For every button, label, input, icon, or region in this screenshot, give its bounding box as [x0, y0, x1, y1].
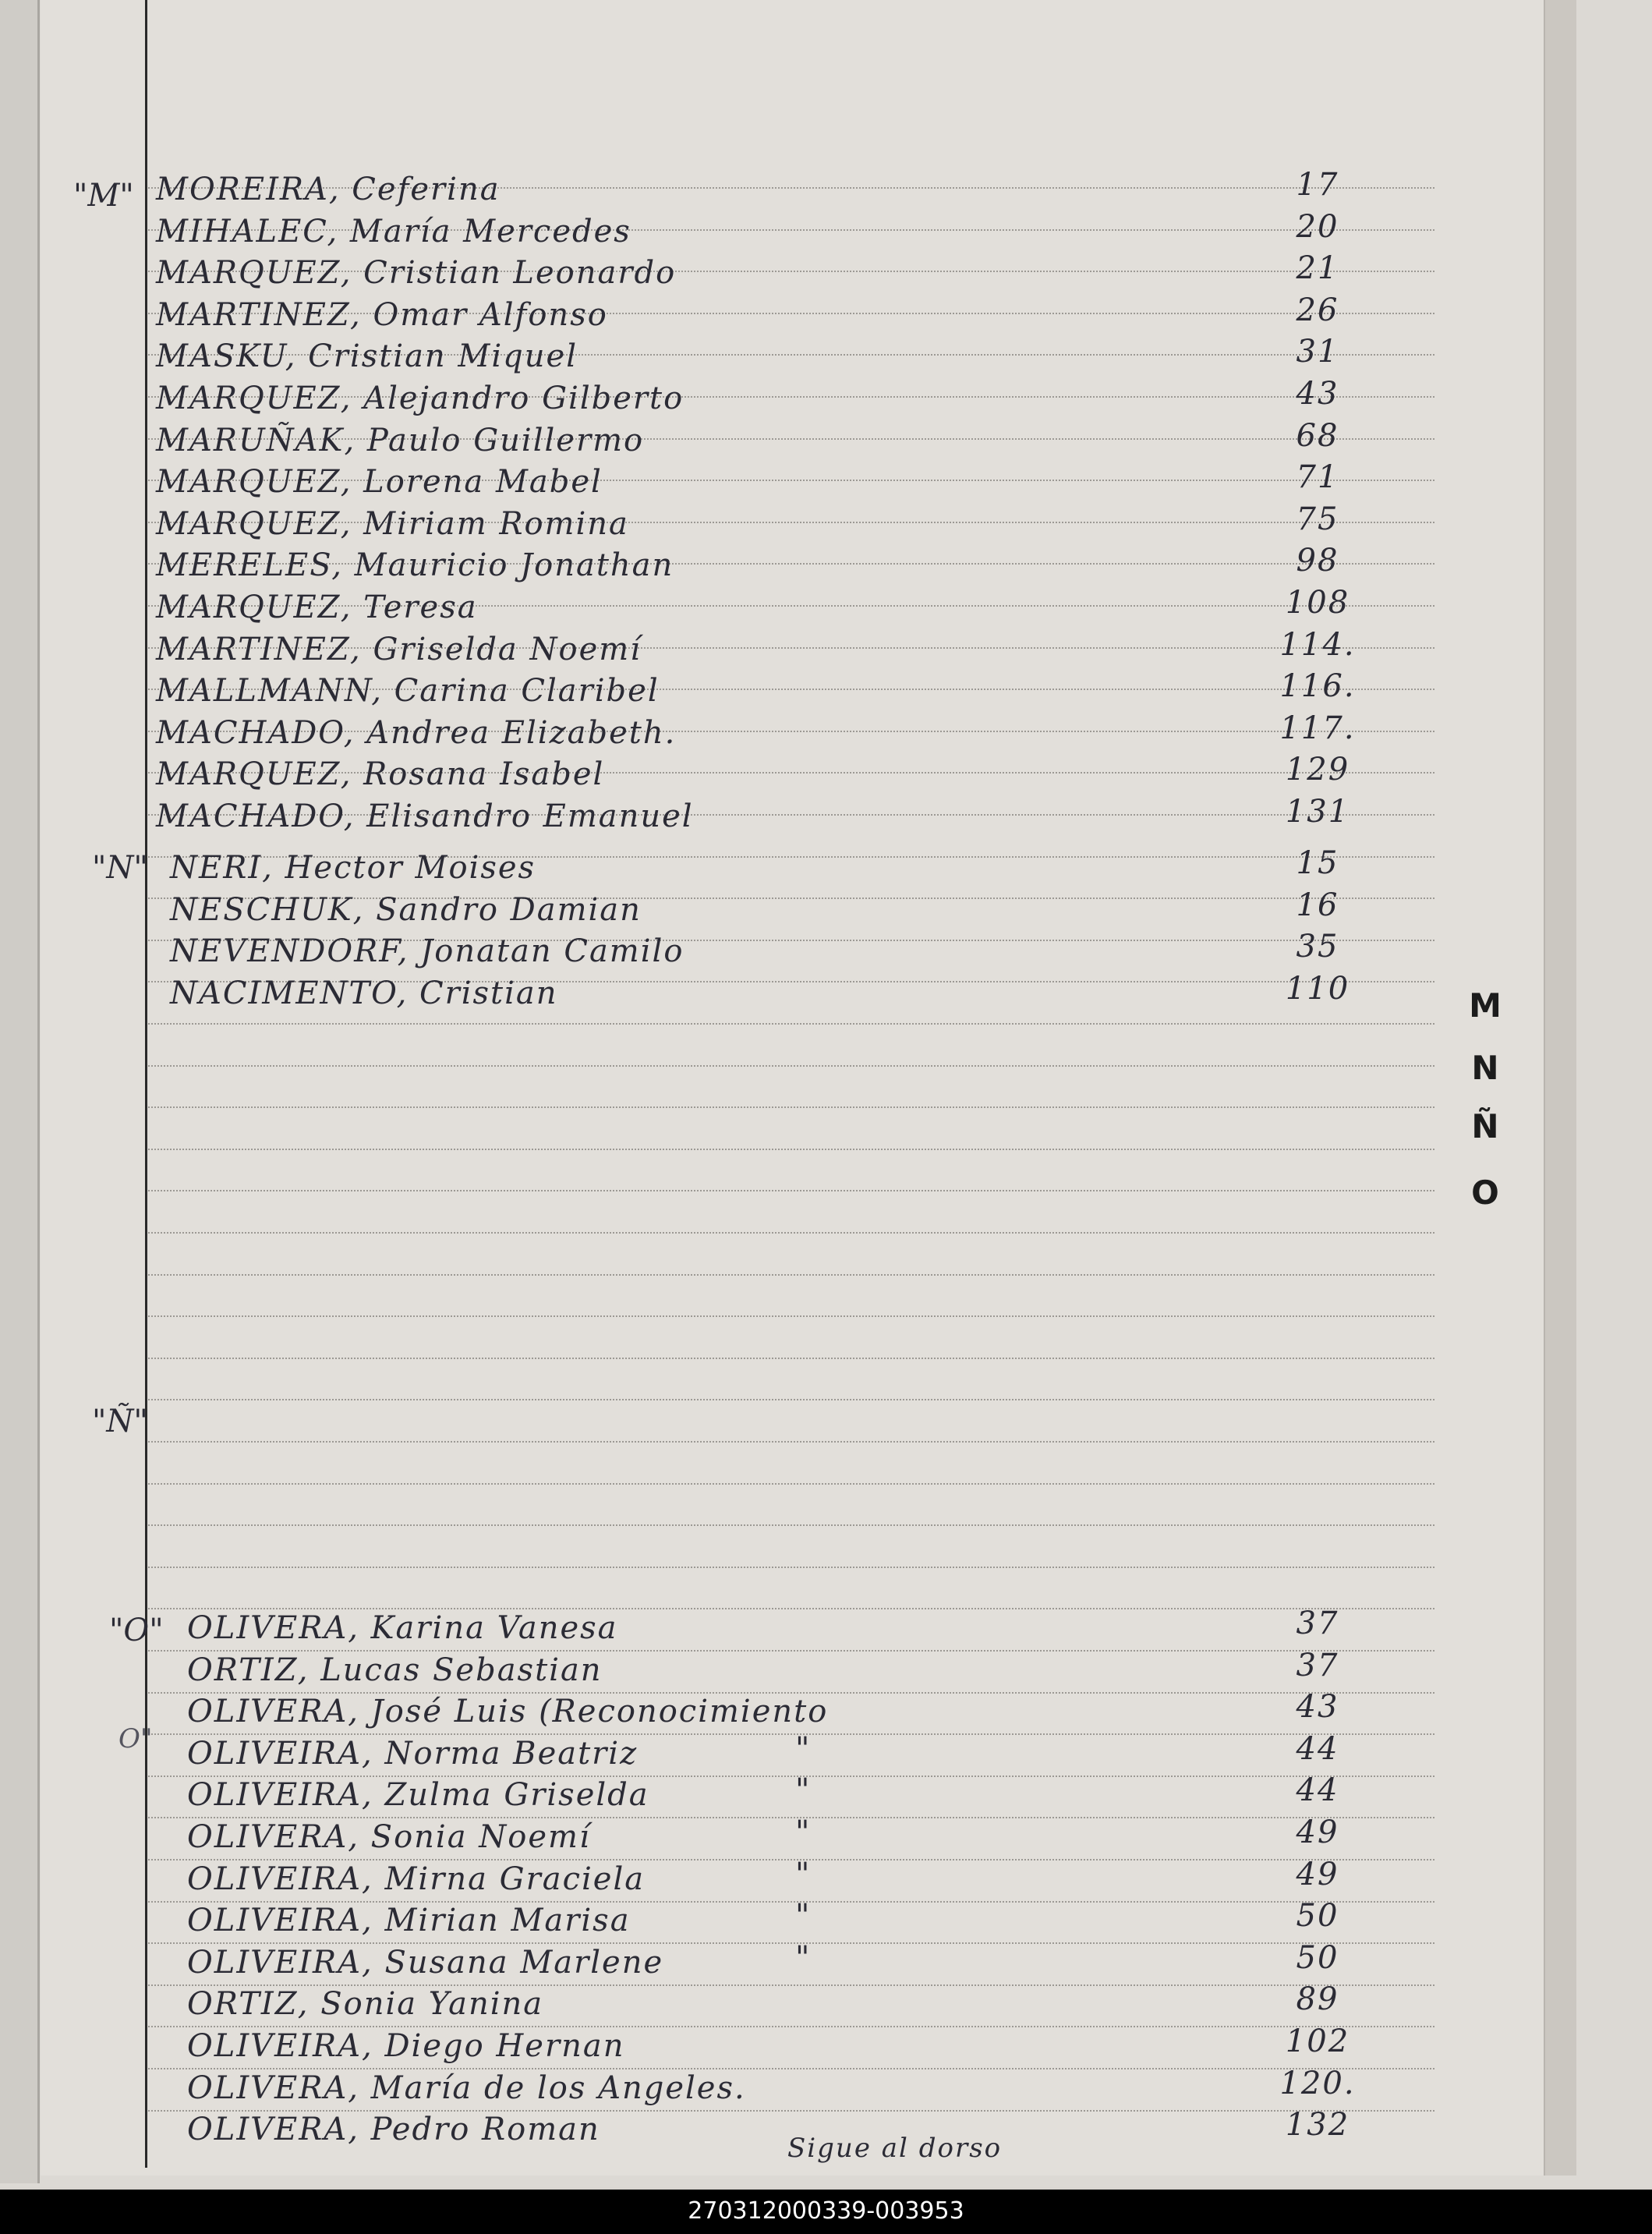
entry-name: OLIVERA, Karina Vanesa: [187, 1610, 618, 1646]
index-entry: [187, 1689, 1512, 1733]
entry-page-number: 71: [1296, 459, 1339, 495]
image-id-bar: [0, 2190, 1652, 2234]
ditto-mark: ": [795, 1772, 812, 1808]
index-entry: [156, 334, 1481, 377]
index-entry: [156, 752, 1481, 795]
entry-name: MARQUEZ, Cristian Leonardo: [156, 255, 677, 291]
entry-name: NERI, Hector Moises: [170, 850, 536, 886]
index-tab-m: M: [1469, 986, 1502, 1025]
index-entry: [170, 929, 1495, 972]
entry-page-number: 16: [1296, 887, 1339, 923]
entry-name: ORTIZ, Lucas Sebastian: [187, 1652, 603, 1688]
entry-page-number: 15: [1296, 845, 1339, 881]
entry-page-number: 21: [1296, 250, 1339, 286]
entry-name: MALLMANN, Carina Claribel: [156, 673, 660, 709]
index-entry: [187, 1857, 1512, 1900]
entry-page-number: 120.: [1279, 2066, 1356, 2101]
entry-page-number: 102: [1285, 2023, 1350, 2059]
index-entry: [187, 1814, 1512, 1858]
ditto-mark: ": [795, 1731, 812, 1767]
index-entry: [156, 668, 1481, 712]
entry-page-number: 35: [1296, 929, 1339, 965]
entry-page-number: 114.: [1279, 627, 1356, 663]
entry-name: OLIVERA, Pedro Roman: [187, 2112, 600, 2147]
entry-name: MACHADO, Andrea Elizabeth.: [156, 715, 677, 751]
entry-name: MARQUEZ, Lorena Mabel: [156, 464, 603, 500]
index-entry: [187, 1648, 1512, 1691]
ditto-mark: ": [795, 1814, 812, 1850]
index-entry: [187, 1731, 1512, 1775]
entry-page-number: 68: [1296, 418, 1339, 454]
entry-name: OLIVEIRA, Zulma Griselda: [187, 1777, 649, 1813]
entry-name: OLIVERA, Sonia Noemí: [187, 1819, 591, 1855]
entry-page-number: 37: [1296, 1648, 1339, 1683]
entry-page-number: 26: [1296, 292, 1339, 328]
section-marker: "N": [92, 850, 148, 886]
ruled-line: [148, 1358, 1434, 1360]
entry-page-number: 37: [1296, 1606, 1339, 1641]
ruled-line: [148, 1399, 1434, 1401]
entry-name: MARTINEZ, Omar Alfonso: [156, 297, 608, 333]
entry-name: OLIVEIRA, Susana Marlene: [187, 1945, 664, 1981]
index-entry: [156, 250, 1481, 294]
previous-page-edge: [0, 0, 40, 2183]
index-entry: [156, 543, 1481, 586]
ruled-line: [148, 1149, 1434, 1151]
index-entry: [170, 971, 1495, 1014]
ruled-line: [148, 1483, 1434, 1485]
ruled-line: [148, 1441, 1434, 1443]
index-entry: [187, 1606, 1512, 1649]
index-entry: [187, 1772, 1512, 1816]
index-entry: [156, 209, 1481, 253]
section-marker: "O": [109, 1613, 164, 1648]
entry-name: NACIMENTO, Cristian: [170, 975, 558, 1011]
index-entry: [187, 1898, 1512, 1942]
entry-page-number: 108: [1285, 585, 1350, 621]
entry-name: OLIVEIRA, Diego Hernan: [187, 2028, 625, 2064]
entry-page-number: 110: [1285, 971, 1350, 1007]
ruled-line: [148, 1274, 1434, 1276]
entry-page-number: 49: [1296, 1857, 1339, 1892]
ruled-line: [148, 1524, 1434, 1527]
entry-page-number: 44: [1296, 1731, 1339, 1767]
section-marker: "Ñ": [92, 1404, 148, 1439]
index-entry: [187, 1940, 1512, 1984]
entry-name: OLIVEIRA, Mirian Marisa: [187, 1903, 631, 1938]
entry-page-number: 43: [1296, 1689, 1339, 1725]
index-entry: [187, 1981, 1512, 2025]
entry-name: OLIVERA, José Luis (Reconocimiento: [187, 1694, 829, 1729]
entry-page-number: 116.: [1279, 668, 1356, 704]
index-entry: [156, 627, 1481, 671]
entry-name: MASKU, Cristian Miquel: [156, 338, 578, 374]
entry-page-number: 17: [1296, 167, 1339, 203]
ditto-mark: ": [795, 1898, 812, 1934]
index-entry: [187, 2066, 1512, 2109]
entry-page-number: 98: [1296, 543, 1339, 579]
ruled-line: [148, 1232, 1434, 1234]
entry-name: MACHADO, Elisandro Emanuel: [156, 798, 694, 834]
ditto-mark: ": [795, 1857, 812, 1892]
entry-page-number: 131: [1285, 794, 1350, 830]
entry-name: OLIVEIRA, Norma Beatriz: [187, 1736, 639, 1772]
ruled-line: [148, 1106, 1434, 1109]
entry-page-number: 49: [1296, 1814, 1339, 1850]
page-right-edge: [1544, 0, 1576, 2176]
index-entry: [156, 794, 1481, 837]
index-entry: [156, 418, 1481, 462]
entry-name: MOREIRA, Ceferina: [156, 172, 501, 207]
entry-page-number: 129: [1285, 752, 1350, 788]
entry-page-number: 31: [1296, 334, 1339, 370]
entry-page-number: 20: [1296, 209, 1339, 245]
entry-name: MARQUEZ, Miriam Romina: [156, 506, 629, 542]
index-entry: [187, 2023, 1512, 2067]
entry-page-number: 50: [1296, 1940, 1339, 1976]
entry-name: OLIVEIRA, Mirna Graciela: [187, 1861, 646, 1897]
entry-name: NESCHUK, Sandro Damian: [170, 892, 642, 928]
entry-name: NEVENDORF, Jonatan Camilo: [170, 933, 685, 969]
index-tab-o: O: [1471, 1174, 1499, 1212]
entry-name: MERELES, Mauricio Jonathan: [156, 547, 674, 583]
entry-name: OLIVERA, María de los Angeles.: [187, 2070, 746, 2106]
index-entry: [156, 501, 1481, 545]
entry-page-number: 89: [1296, 1981, 1339, 2017]
entry-name: MARQUEZ, Alejandro Gilberto: [156, 381, 685, 416]
entry-page-number: 75: [1296, 501, 1339, 537]
ditto-mark: ": [795, 1940, 812, 1976]
ruled-line: [148, 1190, 1434, 1192]
index-entry: [156, 585, 1481, 628]
section-marker: "M": [73, 178, 134, 214]
entry-page-number: 44: [1296, 1772, 1339, 1808]
index-entry: [156, 376, 1481, 420]
entry-name: ORTIZ, Sonia Yanina: [187, 1986, 544, 2022]
index-entry: [156, 167, 1481, 211]
entry-page-number: 117.: [1279, 710, 1356, 746]
index-entry: [156, 292, 1481, 336]
index-entry: [156, 710, 1481, 754]
entry-name: MIHALEC, María Mercedes: [156, 214, 631, 250]
margin-mark: O": [119, 1723, 153, 1754]
entry-name: MARQUEZ, Teresa: [156, 589, 478, 625]
entry-name: MARQUEZ, Rosana Isabel: [156, 756, 605, 792]
ruled-line: [148, 1023, 1434, 1025]
index-entry: [170, 887, 1495, 931]
entry-name: MARUÑAK, Paulo Guillermo: [156, 423, 645, 458]
index-tab-enye: Ñ: [1471, 1107, 1499, 1145]
ruled-line: [148, 1315, 1434, 1318]
ruled-line: [148, 1567, 1434, 1569]
entry-page-number: 50: [1296, 1898, 1339, 1934]
footer-note: Sigue al dorso: [787, 2133, 1003, 2164]
entry-page-number: 43: [1296, 376, 1339, 412]
margin-line: [145, 0, 147, 2168]
entry-name: MARTINEZ, Griselda Noemí: [156, 632, 642, 667]
ruled-line: [148, 1065, 1434, 1067]
index-entry: [156, 459, 1481, 503]
image-id-label: 270312000339-003953: [688, 2197, 964, 2225]
index-tab-n: N: [1471, 1049, 1499, 1087]
entry-page-number: 132: [1285, 2107, 1350, 2143]
index-entry: [170, 845, 1495, 889]
